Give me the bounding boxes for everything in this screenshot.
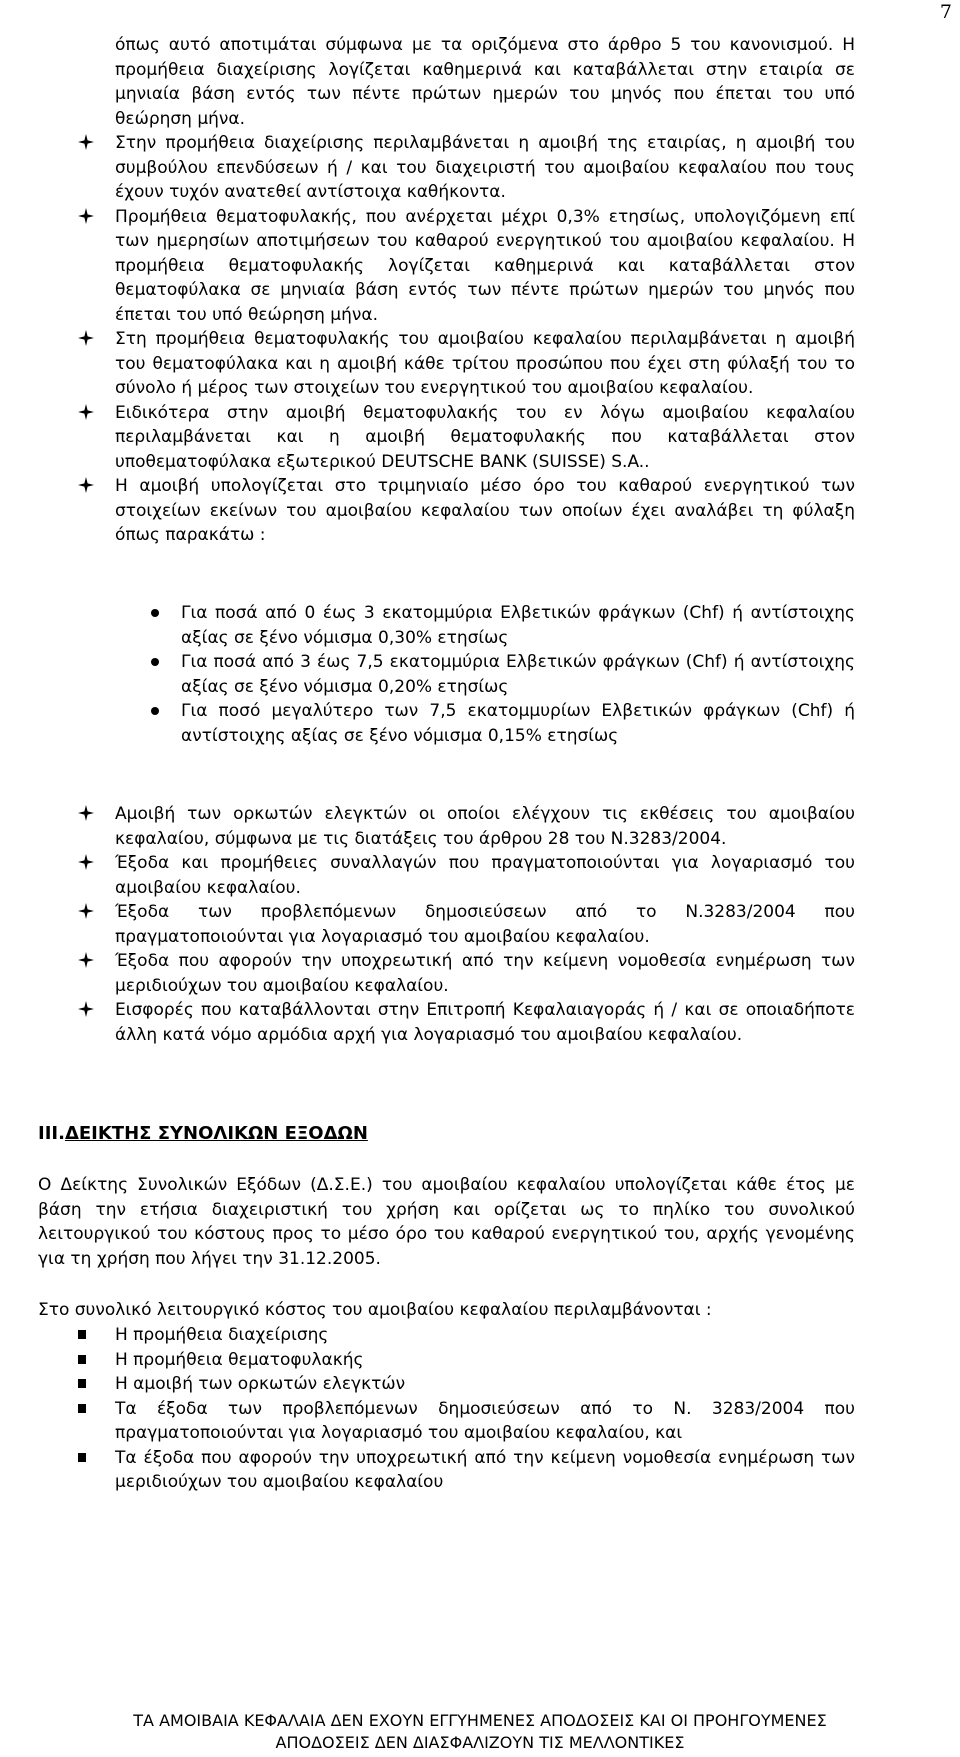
list-item [78, 1372, 855, 1397]
diamond-bullet-icon [78, 952, 94, 968]
diamond-bullet-icon [78, 134, 94, 150]
square-bullet-icon [78, 1404, 86, 1413]
footer-line-2: ΑΠΟΔΟΣΕΙΣ ΔΕΝ ΔΙΑΣΦΑΛΙΖΟΥΝ ΤΙΣ ΜΕΛΛΟΝΤΙΚΕΣ [275, 1733, 685, 1752]
list-item-text: Η προμήθεια διαχείρισης [115, 1325, 329, 1345]
list-item-text: Τα έξοδα που αφορούν την υποχρεωτική από την κείμενη νομοθεσία ενημέρωση των μεριδιούχων του αμοιβαίου κεφαλαίου [115, 1447, 855, 1492]
cost-intro: Στο συνολικό λειτουργικό κόστος του αμοιβαίου κεφαλαίου περιλαμβάνονται : [38, 1300, 712, 1320]
fee-list-bottom [78, 802, 855, 1047]
list-item [78, 474, 855, 548]
list-item [78, 1397, 855, 1446]
diamond-bullet-icon [78, 404, 94, 420]
list-item [78, 1348, 855, 1373]
list-item [148, 699, 855, 748]
list-item [148, 601, 855, 650]
bullet-dot-icon [151, 609, 159, 617]
operating-cost-list [78, 1323, 855, 1495]
list-item-text: Η προμήθεια θεματοφυλακής [115, 1349, 364, 1370]
list-item [78, 851, 855, 900]
list-item-text: Η αμοιβή των ορκωτών ελεγκτών [115, 1374, 406, 1394]
list-item [78, 401, 855, 475]
diamond-bullet-icon [78, 805, 94, 821]
list-item-text: Έξοδα που αφορούν την υποχρεωτική από την κείμενη νομοθεσία ενημέρωση των μεριδιούχων του αμοιβαίου κεφαλαίου. [115, 951, 855, 996]
list-item [78, 1323, 855, 1348]
list-item-text: Η αμοιβή υπολογίζεται στο τριμηνιαίο μέσο όρο του καθαρού ενεργητικού των στοιχείων εκείνων του αμοιβαίου κεφαλαίου των οποίων έχει αναλάβει τη φύλαξη όπως παρακάτω : [115, 476, 855, 545]
list-item [148, 650, 855, 699]
section-number: III. [38, 1123, 65, 1144]
ter-definition-paragraph: Ο Δείκτης Συνολικών Εξόδων (Δ.Σ.Ε.) του αμοιβαίου κεφαλαίου υπολογίζεται κάθε έτος με βάση την ετήσια διαχειριστική του χρήση και ορίζεται ως το πηλίκο του συνολικού λειτουργικού του κόστους προς το μέσο όρο του καθαρού ενεργητικού του, αρχής γενομένης για τη χρήση που λήγει την 31.12.2005. [38, 1175, 855, 1269]
list-item-text: Στην προμήθεια διαχείρισης περιλαμβάνεται η αμοιβή της εταιρίας, η αμοιβή του συμβούλου επενδύσεων ή / και του διαχειριστή του αμοιβαίου κεφαλαίου που τους έχουν τυχόν ανατεθεί αντίστοιχα καθήκοντα. [115, 133, 855, 202]
section-heading [38, 1122, 368, 1147]
list-item-text: Για ποσά από 3 έως 7,5 εκατομμύρια Ελβετικών φράγκων (Chf) ή αντίστοιχης αξίας σε ξένο νόμισμα 0,20% ετησίως [181, 652, 855, 697]
page-number: 7 [939, 1, 952, 23]
list-item [78, 131, 855, 205]
list-item [78, 205, 855, 328]
square-bullet-icon [78, 1330, 86, 1339]
list-item-text: Προμήθεια θεματοφυλακής, που ανέρχεται μέχρι 0,3% ετησίως, υπολογιζόμενη επί των ημερησίων αποτιμήσεων του καθαρού ενεργητικού του αμοιβαίου κεφαλαίου. Η προμήθεια θεματοφυλακής λογίζεται καθημερινά και καταβάλλεται στον θεματοφύλακα σε μηνιαία βάση εντός των πέντε πρώτων ημερών του μηνός που έπεται του υπό θεώρηση μήνα. [115, 206, 855, 325]
square-bullet-icon [78, 1453, 86, 1462]
diamond-bullet-icon [78, 854, 94, 870]
custody-fee-tiers [148, 601, 855, 748]
list-item-text: Στη προμήθεια θεματοφυλακής του αμοιβαίου κεφαλαίου περιλαμβάνεται η αμοιβή του θεματοφύλακα και η αμοιβή κάθε τρίτου προσώπου που έχει στη φύλαξή του το σύνολο ή μέρος των στοιχείων του ενεργητικού του αμοιβαίου κεφαλαίου. [115, 329, 855, 398]
square-bullet-icon [78, 1379, 86, 1388]
diamond-bullet-icon [78, 903, 94, 919]
list-item-text: Έξοδα και προμήθειες συναλλαγών που πραγματοποιούνται για λογαριασμό του αμοιβαίου κεφαλαίου. [115, 853, 855, 898]
square-bullet-icon [78, 1355, 86, 1364]
diamond-bullet-icon [78, 1001, 94, 1017]
list-item-text: Για ποσό μεγαλύτερο των 7,5 εκατομμυρίων Ελβετικών φράγκων (Chf) ή αντίστοιχης αξίας σε ξένο νόμισμα 0,15% ετησίως [181, 701, 855, 746]
bullet-dot-icon [151, 707, 159, 715]
section-title: ΔΕΙΚΤΗΣ ΣΥΝΟΛΙΚΩΝ ΕΞΟΔΩΝ [64, 1123, 368, 1144]
list-item-text: Εισφορές που καταβάλλονται στην Επιτροπή Κεφαλαιαγοράς ή / και σε οποιαδήποτε άλλη κατά νόμο αρμόδια αρχή για λογαριασμό του αμοιβαίου κεφαλαίου. [115, 1000, 855, 1045]
diamond-bullet-icon [78, 208, 94, 224]
list-item [78, 1446, 855, 1495]
fee-list-top [78, 131, 855, 548]
list-item [78, 949, 855, 998]
diamond-bullet-icon [78, 330, 94, 346]
page-footer [0, 1710, 960, 1754]
list-item [78, 802, 855, 851]
list-item [78, 998, 855, 1047]
list-item-text: Ειδικότερα στην αμοιβή θεματοφυλακής του εν λόγω αμοιβαίου κεφαλαίου περιλαμβάνεται και η αμοιβή θεματοφυλακής που καταβάλλεται στον υποθεματοφύλακα εξωτερικού DEUTSCHE BANK (SUISSE) S.A.. [115, 402, 855, 472]
list-item-text: Για ποσά από 0 έως 3 εκατομμύρια Ελβετικών φράγκων (Chf) ή αντίστοιχης αξίας σε ξένο νόμισμα 0,30% ετησίως [181, 603, 855, 648]
list-item-text: Έξοδα των προβλεπόμενων δημοσιεύσεων από το Ν.3283/2004 που πραγματοποιούνται για λογαριασμό του αμοιβαίου κεφαλαίου. [115, 902, 855, 947]
list-item [78, 900, 855, 949]
list-item [78, 327, 855, 401]
continuation-paragraph: όπως αυτό αποτιμάται σύμφωνα με τα οριζόμενα στο άρθρο 5 του κανονισμού. Η προμήθεια διαχείρισης λογίζεται καθημερινά και καταβάλλεται στην εταιρία σε μηνιαία βάση εντός των πέντε πρώτων ημερών του μηνός που έπεται του υπό θεώρηση μήνα. [115, 35, 855, 129]
diamond-bullet-icon [78, 477, 94, 493]
list-item-text: Τα έξοδα των προβλεπόμενων δημοσιεύσεων από το Ν. 3283/2004 που πραγματοποιούνται για λογαριασμό του αμοιβαίου κεφαλαίου, και [115, 1398, 855, 1443]
bullet-dot-icon [151, 658, 159, 666]
footer-line-1: ΤΑ ΑΜΟΙΒΑΙΑ ΚΕΦΑΛΑΙΑ ΔΕΝ ΕΧΟΥΝ ΕΓΓΥΗΜΕΝΕΣ ΑΠΟΔΟΣΕΙΣ ΚΑΙ ΟΙ ΠΡΟΗΓΟΥΜΕΝΕΣ [133, 1711, 827, 1730]
list-item-text: Αμοιβή των ορκωτών ελεγκτών οι οποίοι ελέγχουν τις εκθέσεις του αμοιβαίου κεφαλαίου, σύμφωνα με τις διατάξεις του άρθρου 28 του Ν.3283/2004. [115, 804, 855, 849]
